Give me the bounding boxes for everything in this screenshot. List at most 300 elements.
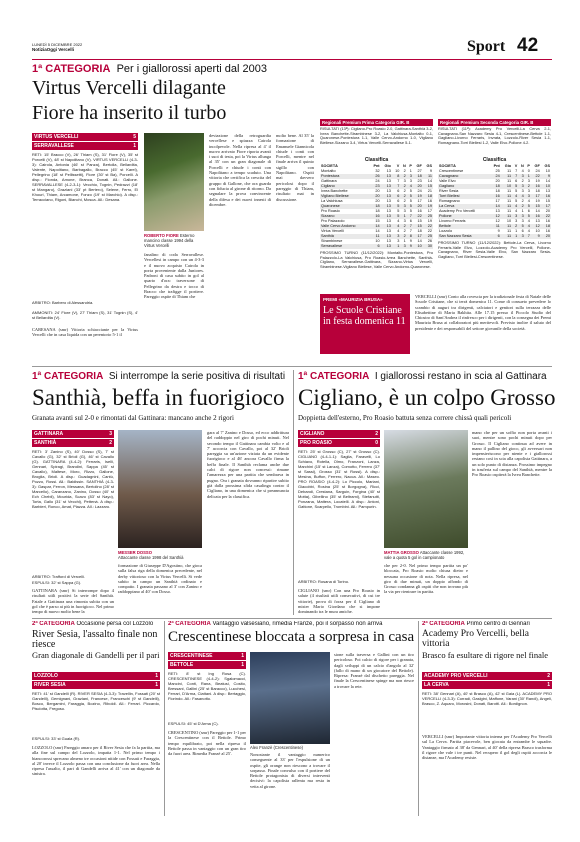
standings-cell: Montalto [321, 169, 336, 173]
standings2-cell: 12 [495, 219, 500, 223]
b3-scorebox [422, 672, 552, 829]
standings-cell: 13 [386, 169, 391, 173]
standings2-cell: 9 [497, 229, 500, 233]
standings-cell: 14 [427, 179, 432, 183]
standings2-cell: Valle Elvo [439, 179, 456, 183]
standings2-cell: 16 [545, 229, 550, 233]
scorebox-away: PRO ROASIO 0 [300, 440, 378, 446]
mid-left-title: Santhià, beffa in fuorigioco [32, 385, 285, 410]
standings2-cell: 3 [527, 179, 530, 183]
standings-table [320, 164, 433, 249]
standings-cell: Virtus Vercelli [321, 229, 344, 233]
standings2-cell: 3 [518, 214, 524, 219]
mid-right-body-start: CIGLIANO (smr) Con una Pro Roasio in salute (4 risultati utili consecutivi, di cui tre vittorie), prova di forza per il Cigliano di mister Mario Giordano che si impone dominando tra le mura amiche. [298, 588, 380, 615]
grosso-photo [384, 430, 468, 548]
standings-cell: 19 [423, 204, 433, 209]
scorebox-team-away: SERRAVALLESE 1 [34, 143, 136, 149]
top-title-line2: Fiore ha inserito il turbo [32, 102, 227, 124]
standings-cell: 8 [407, 234, 413, 239]
standings-cell: 3 [400, 244, 406, 249]
scorebox-details: RETI: 41' st Gandelli (R). RIVER SESIA (4-3-3): Travellin, Fossati (20' st Gandelli), Gemignani, Graziani, Francese, Franceschi (9' st Gandelli), Bosco, Bergamini, Faraggia, Bozino, Riboldi. All.: Ferrari. Piccardo, Pisciotta, Fregoso. [32, 691, 160, 711]
top-kicker: 1ª CATEGORIA Per i giallorossi aperti dal 2003 [32, 63, 267, 75]
standings2-cell: 11 [501, 194, 512, 199]
standings-cell: 14 [375, 229, 380, 233]
standings-cell: 7 [407, 214, 413, 219]
standings2-cell: 16 [490, 194, 501, 199]
standings-cell: 2 [403, 169, 406, 173]
standings-cell: 13 [381, 184, 392, 189]
standings-cell: 23 [417, 179, 422, 183]
paper-name: NotiziaOggi Vercelli [32, 47, 75, 52]
standings2-cell: Gagliano [438, 184, 490, 189]
top-title-line1: Virtus Vercelli dilagante [32, 77, 226, 99]
divider-1 [32, 366, 552, 367]
scorebox-away: RIVER SESIA 1 [34, 682, 158, 688]
standings-cell: Valle Cervo Andorno [320, 224, 370, 229]
standings2-cell: 12 [531, 224, 541, 229]
standings2-col-header: Pnt [493, 164, 500, 168]
standings2-cell: 10 [501, 184, 512, 189]
award-box [320, 294, 410, 354]
standings2-cell: 4 [518, 194, 524, 199]
standings-cell: 3 [409, 179, 412, 183]
standings-cell: 6 [409, 219, 412, 223]
standings2-cell: 17 [541, 204, 551, 209]
standings2-cell: 5 [525, 204, 531, 209]
standings-cell: 6 [397, 189, 400, 193]
standings2-cell: 4 [525, 224, 531, 229]
standings2-cell: 19 [535, 199, 540, 203]
standings-cell: 18 [375, 209, 380, 213]
standings2-cell: 11 [507, 229, 512, 233]
standings-cell: 20 [375, 199, 380, 203]
standings-cell: 26 [427, 239, 432, 243]
mid-right-subtitle: Doppietta dell'esterno, Pro Roasio battuta senza correre chissà quali pericoli [298, 414, 512, 422]
standings2-cell: Cavagnano [438, 174, 490, 179]
standings2-cell: 4 [512, 204, 518, 209]
standings2-cell: 13 [535, 219, 540, 223]
standings-cell: 4 [392, 224, 400, 229]
standings-cell: Vigliano Biellese [320, 194, 370, 199]
mid-left-kicker: 1ª CATEGORIA Si interrompe la serie positiva di risultati [32, 371, 286, 382]
standings2-cell: 2 [525, 184, 531, 189]
standings-cell: 16 [370, 214, 381, 219]
scorebox-referee: ARBITRO: Rosana di Torino. [298, 579, 350, 584]
scorebox-referee: ARBITRO: Trafford di Vercelli. [32, 574, 86, 579]
standings-cell: 24 [375, 179, 380, 183]
standings-cell: 13 [386, 239, 391, 243]
standings2-cell: 11 [507, 199, 512, 203]
standings-cell: 1 [400, 214, 406, 219]
standings-cell: 13 [386, 219, 391, 223]
standings-cell: 15 [413, 224, 423, 229]
standings-cell: Pro Palazzolo [321, 219, 345, 223]
standings-cell: 15 [417, 219, 422, 223]
standings-cell: 13 [381, 204, 392, 209]
standings2-row [438, 234, 551, 239]
award-header: PREMI «MAURIZIA BRUSA» [323, 297, 383, 302]
standings-cell: 18 [417, 229, 422, 233]
standings-cell: 32 [375, 169, 380, 173]
grosso-caption: MATTIA GROSSO Attaccante classe 1992, vale a quota 5 gol in campionato [384, 550, 465, 560]
scorebox-away: BETTOLE 1 [170, 662, 244, 668]
standings2-cell: 24 [490, 174, 501, 179]
standings2-cell: La Cerva [438, 204, 490, 209]
standings2-cell: 6 [515, 179, 518, 183]
header-rule [32, 59, 552, 60]
top-scorebox [32, 133, 138, 355]
standings2-table [438, 164, 551, 239]
standings2-col-header: SOCIETÀ [439, 164, 456, 168]
standings-cell: 5 [397, 209, 400, 213]
standings-cell: 5 [407, 204, 413, 209]
standings2-cell: 17 [495, 199, 500, 203]
standings-cell: 8 [392, 174, 400, 179]
standings-cell: 23 [370, 184, 381, 189]
standings-cell: 4 [407, 184, 413, 189]
standings2-col-header: GS [544, 164, 550, 168]
top-body-col4: molto bene. Al 35' la formazione di Emanuele Giannicola chiude i conti con Porcelli, mentre nel finale arriva il quinto sigillo con Napolitano. Ospiti mai davvero pericolosi dopo il pareggio di Thiam, risultato mai in discussione. [276, 133, 314, 202]
section-title: Sport [467, 38, 506, 55]
scorebox-home: GATTINARA 3 [34, 431, 112, 437]
standings2-cell: 11 [501, 174, 512, 179]
standings2-cell: 3 [521, 219, 524, 223]
franze-photo [250, 652, 330, 744]
standings2-cell: 3 [518, 234, 524, 239]
vertical-divider [418, 621, 419, 816]
scorebox-home: CIGLIANO 2 [300, 431, 378, 437]
standings-cell: 27 [417, 169, 422, 173]
b2-title: Crescentinese bloccata a sorpresa in casa [168, 629, 415, 645]
standings2-cell: 16 [531, 214, 541, 219]
scorebox-home: LOZZOLO 1 [34, 673, 158, 679]
standings2-cell: 5 [515, 199, 518, 203]
standings2-cell: 11 [501, 204, 512, 209]
standings2-cell: 2 [512, 224, 518, 229]
standings2-cell: 18 [541, 224, 551, 229]
b2-body-col2: Nonostante il vantaggio numerico conseguente al 33' per l'espulsione di un ospite, gli orange non riescono a trovare il sorpasso. Finale convulso con il portiere del Bettole protagonista di diversi interventi decisivi: la capolista rallenta ma resta in vetta al girone. [250, 752, 330, 789]
standings-cell: 25 [423, 214, 433, 219]
standings2-cell: 18 [535, 189, 540, 193]
standings2-cell: 4 [515, 209, 518, 213]
b3-body: VERCELLI (smr) Importante vittoria interna per l'Academy Pro Vercelli sul La Cerva. Partita piacevole, ben giocata da entrambe le squadre. Vantaggio firmato al 38' da Gennari, al 40' della ripresa Brasco trasforma il rigore che vale i tre punti. Nel recupero il gol degli ospiti accorcia le distanze, ma l'Academy resiste. [422, 734, 552, 761]
b1-title: River Sesia, l'assalto finale non riesce [32, 629, 158, 650]
b1-subtitle: Gran diagonale di Gandelli per il pari [32, 650, 160, 660]
standings2-cell: 7 [525, 234, 531, 239]
player-photo [144, 133, 204, 231]
standings2-cell: River Sesia [439, 189, 459, 193]
standings-cell: 1 [392, 244, 400, 249]
standings-col-header: Pnt [373, 164, 380, 168]
standings-cell: 3 [403, 179, 406, 183]
standings-cell: 17 [413, 234, 423, 239]
standings2-cell: 1 [515, 229, 518, 233]
standings2-cell: 11 [507, 209, 512, 213]
standings2-cell: 10 [541, 184, 551, 189]
standings2-col-header: P [527, 164, 530, 168]
b2-body-col3: sione sulla traversa e Gallini con un tiro pericoloso. Poi calcio di rigore per i granata, dagli sviluppi di un calcio d'angolo al 32' (fallo di mano di un giocatore del Bettole). Ripresa: Franzè dal dischetto pareggia. Nel finale la Crescentinese spinge ma non riesce a trovare la rete. [334, 652, 414, 689]
scorebox-home: CRESCENTINESE 1 [170, 653, 244, 659]
standings-cell: 20 [413, 184, 423, 189]
standings2-cell: 10 [535, 229, 540, 233]
standings2-cell: 22 [531, 174, 541, 179]
mid-left-body-start: GATTINARA (smr) Si interrompe dopo 4 risultati utili positivi la serie del Santhià. Fatale a Gattinara una rimonta subita con un gol che è parso ai più in fuorigioco. Nel primo tempo di nuovo molto bene la [32, 588, 114, 615]
standings-cell: 17 [417, 199, 422, 203]
standings2-col-header: Gio [504, 164, 512, 168]
standings-cell: 15 [423, 184, 433, 189]
standings2-cell: Bettole [438, 224, 490, 229]
results-header: Regionali Premium Prima Categoria GIR. B [320, 119, 433, 126]
standings2-cell: 11 [507, 169, 512, 173]
mid-right-body-col3: mano che per un soffio non porta avanti i suoi, mentre sono pochi minuti dopo per Grosso. Il Cigliano continua ad avere in mano il pallino del gioco, gli avversari non impensieriscono per niente e i giallorossi restano così in scia alla capolista Gattinara, a un solo punto di distanza. Prossimo impegno in trasferta sul campo del Santhià, mentre la Pro Roasio ospiterà la Ivrea Banchette. [472, 430, 552, 478]
standings2-cell: 11 [501, 234, 512, 239]
franze-caption: Alex Franzè (Crescentinese) [250, 745, 304, 750]
standings-cell: 11 [370, 234, 381, 239]
standings-cell: Sizzano [320, 214, 370, 219]
standings2-col-header: V [514, 164, 518, 168]
standings2-cell: 12 [490, 214, 501, 219]
top-body-col3: deviazione della retroguardia vercellese e spiazza Cairola incolpevole. Nella ripresa al 4' il nuovo arrivato Fiore riporta avanti i suoi di testa, poi la Virtus allunga al 35' con un gran diagonale di Porcelli e chiude i conti con Napolitano a tempo scaduto. Una vittoria che certifica la crescita del gruppo di Gallone, che ora guarda con fiducia al girone di ritorno. Da segnalare la prova convincente della difesa e dei nuovi innesti di dicembre. [209, 133, 271, 207]
standings-cell: 16 [427, 199, 432, 203]
dosso-caption: MESSER DOSSO Attaccante classe 1998 del Santhià [118, 550, 184, 560]
standings2-cell: 6 [490, 234, 501, 239]
standings2-cell: 24 [535, 169, 540, 173]
standings-cell: 19 [413, 194, 423, 199]
standings-cell: 13 [381, 234, 392, 239]
award-title: Le Scuole Cristiane in festa domenica 11 [323, 305, 406, 327]
standings-cell: 13 [381, 174, 392, 179]
standings-cell: 24 [417, 189, 422, 193]
standings-cell: 5 [392, 204, 400, 209]
standings2-cell: 5 [515, 189, 518, 193]
standings-cell: 18 [370, 204, 381, 209]
next-round2-text: PROSSIMO TURNO (11/12/2022): Bettole-La Cerva, Livorno Ferraris-Valle Elvo, Lozzolo-Academy Pro Vercelli, Pollone-Cavagnano, River Sesia-Valle Elvo, San Nazzaro Sesia-Gagliano, Torri Biellesi-Crescentinese. [438, 241, 551, 260]
page-number: 42 [517, 35, 539, 56]
standings-cell: 3 [407, 174, 413, 179]
b3-title: Academy Pro Vercelli, bella vittoria [422, 629, 529, 649]
standings2-cell: 5 [525, 214, 531, 219]
standings-cell: 13 [386, 189, 391, 193]
standings2-cell: 11 [501, 224, 512, 229]
standings-cell: 7 [409, 229, 412, 233]
standings2-cell: 17 [531, 194, 541, 199]
standings-cell: 3 [403, 209, 406, 213]
scorebox-sent-off: ESPULSI: 32' st Sappa (G). [32, 580, 82, 585]
standings2-cell: 16 [531, 184, 541, 189]
standings-cell: 6 [370, 244, 381, 249]
mid-left-scorebox [32, 430, 114, 630]
standings-cell: 4 [397, 219, 400, 223]
standings-group-b-second [438, 119, 551, 279]
standings-cell: 3 [397, 239, 400, 243]
scorebox-sent-off: ESPULSI: 45' st D'Arma (C). [168, 721, 219, 726]
standings-cell: 6 [397, 199, 400, 203]
standings2-cell: 20 [495, 179, 500, 183]
standings-cell: 2 [400, 174, 406, 179]
scorebox-details: RETI: 3' Zanino (S), 40' Dosso (S), 7' st Cavallo (G), 32' st Brioli (G), 46' st Cavallo (G). GATTINARA (4-4-2): Ferraris, Iselli, Gennari, Spiragi, Brandini, Sappa (45' st Cavallo), Maltese, Moro, Rizzo, Gallone, Broglia, Brioli. A disp.: Guadagnini, Cantù, Pozzo, Rossi. All.: Baldissin. SANTHIÀ (4-3-3): Gaspar, Ferron, Messana, Bertolino (28' st Marcello), Caranzano, Zanino, Dosso (40' st Ech Chebli), Mourida, Scavo (83' st Nayo), Torta, Gallo (31' st Vecchi), Pettenà. A disp.: Barbieri, Ronco, Amat, Piazza. All.: Lazzaro. [32, 449, 114, 509]
standings-cell: 7 [407, 224, 413, 229]
standings-cell: 7 [392, 184, 400, 189]
standings-cell: 18 [413, 174, 423, 179]
award-body: VERCELLI (smr) Conto alla rovescia per la tradizionale festa di Natale delle Scuole Cristiane, che si terrà domenica 11. Come di consueto prevedere lo scambio di auguri tra dirigenti, calciatori e genitori sulla terrazza delle Elisabettine di Maria Bakhita. Alle 17.15 presso il Piccolo Studio del Chiostro di Sant'Andrea il rinfresco per i dirigenti, con la consegna dei Premi Maurizia Brusa ai collaboratori più meritevoli. Previsto inoltre il saluto del presidente e dei responsabili del settore giovanile della società. [415, 294, 551, 331]
standings2-cell: 11 [490, 224, 501, 229]
standings-cell: 2 [400, 194, 406, 199]
scorebox-team-home: VIRTUS VERCELLI 5 [34, 134, 136, 140]
standings-cell: 13 [381, 224, 392, 229]
standings-cell: 10 [413, 244, 423, 249]
standings2-cell: 3 [512, 214, 518, 219]
standings-cell: 13 [386, 199, 391, 203]
standings2-cell: 15 [531, 204, 541, 209]
b2-body-start: CRESCENTINO (smr) Pareggio per 1-1 per la Crescentinese con il Bettole. Primo tempo equilibrato, poi nella ripresa il Bettole passa in vantaggio con un gran tiro da fuori area. Rimedia Franzè al 25'. [168, 730, 246, 757]
standings-cell: 3 [403, 219, 406, 223]
standings2-cell: 16 [545, 219, 550, 223]
standings2-cell: 3 [518, 184, 524, 189]
vertical-divider [293, 370, 294, 615]
standings2-cell: 16 [541, 194, 551, 199]
standings-col-header: N [403, 164, 406, 168]
standings-col-header: Gio [384, 164, 391, 168]
standings2-cell: 2 [518, 204, 524, 209]
standings-cell: 6 [392, 194, 400, 199]
standings2-cell: 4 [527, 219, 530, 223]
standings2-title: Classifica [482, 157, 507, 163]
scorebox-details: RETI: 8' st Ing Rosa (C). CRESCENTINESE (4-4-2): Sgalomacci, Mancini, Conti, Rana, Beatusi, Cosito, Bressani, Gallini (25' st Baracco), Lucchesi, Ferrari, D'Arma, Ciattani. A disp.: Bertaggio, Fiorindo. All.: Fasanotto. [168, 671, 246, 701]
standings-cell: 9 [429, 169, 432, 173]
standings2-cell: 15 [545, 199, 550, 203]
standings-cell: 13 [386, 179, 391, 183]
standings2-cell: 3 [527, 189, 530, 193]
standings2-cell: San Nazzaro Sesia [438, 234, 490, 239]
scorebox-details: RETI: 38' Gennari (A), 40' st Brasco (A), 42' st Gaia (L). ACADEMY PRO VERCELLI (4-3-3): Corradi, Gaslgini, Maffone, Varani (30' Randi), Angeli, Brasco, Z. Aquaro, Morosini, Donati, Barotti. All.: Bordignon. [422, 691, 552, 706]
standings-cell: 14 [370, 224, 381, 229]
standings-cell: 16 [417, 209, 422, 213]
standings2-cell: 22 [541, 214, 551, 219]
standings-cell: 5 [409, 199, 412, 203]
standings-col-header: V [396, 164, 400, 168]
standings2-cell: Crescentinese [439, 169, 464, 173]
standings2-cell: 2 [521, 199, 524, 203]
standings2-cell: 3 [521, 189, 524, 193]
standings2-cell: 9 [531, 234, 541, 239]
standings2-cell: 18 [490, 184, 501, 189]
standings-cell: 3 [392, 234, 400, 239]
standings-cell: 20 [413, 204, 423, 209]
standings2-cell: Pollone [438, 214, 490, 219]
standings2-cell: 20 [541, 234, 551, 239]
standings2-cell: 4 [527, 229, 530, 233]
standings2-cell: Academy Pro Vercelli [439, 209, 476, 213]
standings2-cell: 18 [495, 189, 500, 193]
standings2-cell: Romagnano [439, 199, 460, 203]
scorebox-home: ACADEMY PRO VERCELLI 2 [424, 673, 550, 679]
results2-header: Regionali Premium Seconda Categoria GIR. B [438, 119, 551, 126]
vertical-divider [164, 621, 165, 816]
standings-cell: 13 [386, 229, 391, 233]
standings-col-header: GS [426, 164, 432, 168]
standings2-col-header: N [520, 164, 524, 168]
standings-cell: Strambinese [321, 239, 343, 243]
scorebox-sent-off: ESPULSI: 33' st Guala (R). [32, 736, 81, 741]
standings-cell: 13 [381, 194, 392, 199]
standings2-cell: 4 [527, 199, 530, 203]
top-body-col2: fanalino di coda Serravallese. Vercellesi in campo con un 4-3-3 e il nuovo acquisto Cairola in porta proveniente dalla Juniores. Padroni di casa subito in gol al quarto d'ora: traversone di Pellegrino da destra e tocco di Bracco che trafigge il portiere. Pareggio ospite di Thiam che [144, 252, 204, 300]
standings-cell: 2 [400, 184, 406, 189]
standings2-cell: 13 [545, 189, 550, 193]
standings-cell: 25 [423, 234, 433, 239]
standings2-cell: 4 [512, 194, 518, 199]
standings-cell: 2 [403, 189, 406, 193]
standings2-cell: 1 [512, 234, 518, 239]
standings2-cell: 25 [495, 169, 500, 173]
standings2-cell: 10 [545, 169, 550, 173]
mid-right-body-col2: che per 2-0. Nel primo tempo partita un po' bloccata, Pro Roasio molto chiusa dietro e nessuna occasione di nota. Nella ripresa, nel giro di due minuti, un doppio affondo di Grosso condanna gli ospiti che non trovano più la via per rientrare in partita. [384, 563, 468, 595]
standings2-cell: 19 [535, 179, 540, 183]
standings2-cell: 3 [515, 219, 518, 223]
standings-row [320, 244, 433, 249]
mid-right-title: Cigliano, è un colpo Grosso [298, 385, 556, 410]
standings2-cell: 14 [535, 209, 540, 213]
dosso-photo [118, 430, 202, 548]
mid-left-body-col3: gara al 7' Zanino e Dosso, ed ecco addirittura del raddoppio nel giro di pochi minuti. Nel secondo tempo il Gattinara cambia volto e al 7' accorcia con Cavallo, poi al 32' Brioli pareggia su un'azione viziata da un evidente fuorigioco e al 46' ancora Cavallo firma la beffa finale. Il Santhià reclama anche due calci di rigore non concessi: rimane l'amarezza per una partita che sembrava in pugno. Ora i granata dovranno ripartire subito già dalla prossima sfida casalinga contro il Cigliano, in una domenica che si preannuncia delicata per la classifica. [207, 430, 289, 499]
standings-title: Classifica [364, 157, 389, 163]
standings-cell: 22 [423, 224, 433, 229]
standings2-cell: 1 [521, 209, 524, 213]
standings-cell: 21 [427, 189, 432, 193]
standings-cell: 2 [403, 229, 406, 233]
standings2-cell: 11 [507, 179, 512, 183]
scorebox-details: RETI: 15' Bracco (V), 26' Thiam (S), 31' Fiore (V), 35' st Porcelli (V), 48' st Napolitano (V). VIRTUS VERCELLI (4-3-3): Cairola, Antonia (46' st Panza), Bertolla, Bellardita, Valente, Napolitano, Barbagallo, Bracco (45' st Karel), Pellegrino (18' st Pellissetti), Fiore (30' st Ba), Porcelli. A disp.: Fionda, Amone, Branca, Donati. All.: Gallone. SERRAVALLESE (4-2-3-1): Vecchio, Tognin, Pedrazzi (18' st Mangaro), Graziani (33' pt Bertero), Selene, Ferro, El Khouri, Thiam, Arcamone, Fonzo (19' st Marchio). A disp.: Terracciano, Rigoni, Bianchi, Mosca. All.: Desana. [32, 152, 138, 202]
standings-cell: 11 [423, 174, 433, 179]
standings-col-header: SOCIETÀ [321, 164, 338, 168]
standings-cell: 5 [392, 214, 400, 219]
scorebox-details: RETI: 25' st Grosso (C), 27' st Grosso (C). CIGLIANO (4-4-1-1): Saglia, Faravelli, Lo Schiavo, Rotella, Olmo, Franzoni, Lanza, Marchini (15' st Lanza), Comotto, Ferrero (37' st Sassi), Grosso (31' st Rossi). A disp.: Mesina, Buffon, Ferrero, Nacca. All.: Maseo. PRO ROASIO (4-4-2): Lo Piccolo, Mariani, Giacobbi, Rosina (25' st Borgogna), Ricci, Debandi, Crestana, Sarguin, Forgina (40' st Motta), Gibellino (35' st Beltrami), Stefanutti, Ponzana, Mattera, Locatelli. A disp.: Antoni, Gattone, Scarpello, Trombini. All.: Pampurin. [298, 449, 380, 509]
mid-left-body-col2: formazione di Giuseppe D'Agostino, che gioca sulla falsa riga della domenica precedente, nel derby vittorioso con la Virtus Vercelli. Si vede subito in campo un Santhià ordinato e compatto. I granata passano al 3' con Zanino e raddoppiano al 40' con Dosso. [118, 563, 202, 595]
standings2-col-header: GF [534, 164, 540, 168]
standings-cell: Quaronese [320, 204, 370, 209]
page-date: LUNEDÌ 5 DICEMBRE 2022 [32, 42, 83, 47]
results2-text: RISULTATI (11ª): Academy Pro Vercelli-La Cerva 2-1, Cavagnano-San Nazzaro Sesia 4-1, Crescentinese-Bettole 1-1, Gagliano-Livorno Ferraris, Invrata, Lozzolo-River Sesia 1-1, Romagnano-Torri Biellesi 1-2, Valle Elvo-Pollone 4-2. [438, 127, 551, 146]
standings2-cell: 6 [527, 209, 530, 213]
standings2-cell: 3 [518, 174, 524, 179]
standings-cell: 13 [381, 244, 392, 249]
scorebox-away: LA CERVA 1 [424, 682, 550, 688]
standings-cell: 2 [400, 224, 406, 229]
standings2-cell: 1 [525, 174, 531, 179]
standings-cell: Ivrea Banchette [321, 189, 348, 193]
standings-col-header: P [409, 164, 412, 168]
standings2-cell: 2 [521, 179, 524, 183]
standings-cell: 10 [375, 239, 380, 243]
mid-right-scorebox [298, 430, 380, 626]
standings2-cell: 14 [545, 179, 550, 183]
standings-cell: Pontestura [320, 174, 370, 179]
scorebox-referee: ARBITRO: Barbero di Alessandria. [32, 300, 94, 305]
standings-cell: 5 [409, 189, 412, 193]
standings2-cell: 3 [525, 194, 531, 199]
standings2-cell: 7 [512, 174, 518, 179]
standings-cell: Cigliano [320, 184, 370, 189]
standings-cell: 2 [400, 234, 406, 239]
standings-cell: 1 [403, 239, 406, 243]
scorebox-away: SANTHIÀ 2 [34, 440, 112, 446]
standings-cell: Serravallese [320, 244, 370, 249]
standings-col-header: GF [416, 164, 422, 168]
standings-cell: 26 [370, 174, 381, 179]
standings2-cell: 6 [521, 229, 524, 233]
standings-cell: 30 [423, 244, 433, 249]
standings-cell: 17 [427, 209, 432, 213]
